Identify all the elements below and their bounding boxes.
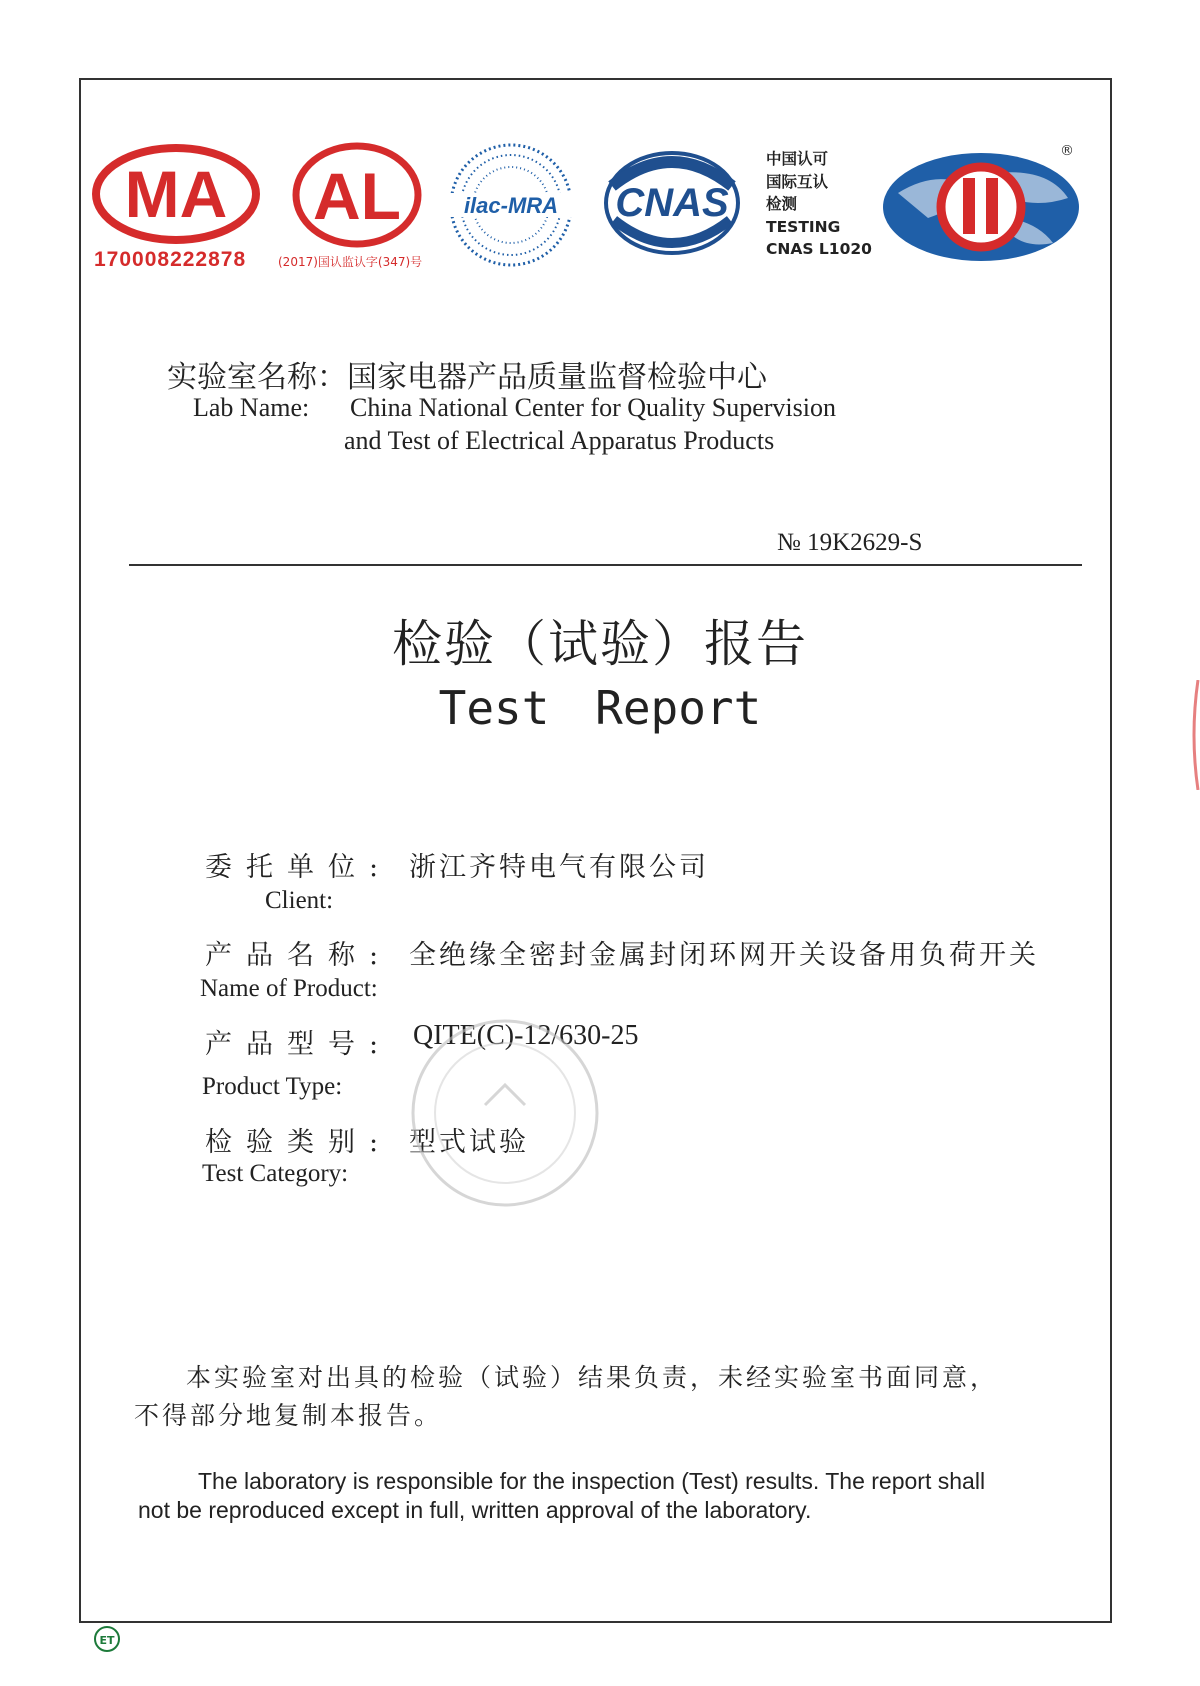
category-cn-label: 检验类别: bbox=[205, 1127, 393, 1158]
svg-text:AL: AL bbox=[313, 159, 401, 233]
cnas-line-5: CNAS L1020 bbox=[766, 240, 872, 258]
cq-globe-logo bbox=[878, 148, 1084, 266]
type-en-label: Product Type: bbox=[202, 1073, 343, 1100]
product-type-value: QITE(C)-12/630-25 bbox=[413, 1020, 639, 1051]
title-cn: 检验（试验）报告 bbox=[392, 615, 808, 673]
inspection-seal bbox=[405, 1005, 615, 1230]
product-name-value: 全绝缘全密封金属封闭环网开关设备用负荷开关 bbox=[409, 940, 1039, 971]
cnas-logo bbox=[598, 148, 746, 258]
et-mark-icon: ET bbox=[94, 1626, 120, 1652]
notice-cn-line1: 本实验室对出具的检验（试验）结果负责，未经实验室书面同意， bbox=[186, 1363, 999, 1392]
product-cn-label: 产品名称: bbox=[205, 940, 393, 971]
svg-text:ilac-MRA: ilac-MRA bbox=[463, 193, 559, 218]
lab-name-cn: 实验室名称：国家电器产品质量监督检验中心 bbox=[167, 360, 767, 395]
cal-caption: (2017)国认监认字(347)号 bbox=[278, 255, 423, 269]
lab-name-en-label: Lab Name: bbox=[193, 393, 310, 422]
cnas-line-2: 国际互认 bbox=[766, 172, 829, 191]
cma-number: 170008222878 bbox=[94, 248, 247, 271]
client-en-label: Client: bbox=[265, 887, 334, 914]
test-category-value: 型式试验 bbox=[409, 1127, 529, 1158]
product-en-label: Name of Product: bbox=[200, 975, 378, 1002]
title-en: Test Report bbox=[438, 681, 762, 735]
client-cn-label: 委托单位: bbox=[205, 852, 393, 883]
registered-mark: ® bbox=[1060, 143, 1074, 159]
category-en-label: Test Category: bbox=[202, 1160, 349, 1187]
cnas-line-4: TESTING bbox=[766, 217, 841, 236]
svg-text:MA: MA bbox=[124, 157, 228, 231]
svg-text:CNAS: CNAS bbox=[615, 181, 729, 225]
cnas-line-3: 检测 bbox=[766, 195, 798, 213]
lab-name-en-line1: China National Center for Quality Supervision bbox=[350, 393, 836, 422]
notice-cn-line2: 不得部分地复制本报告。 bbox=[134, 1401, 443, 1430]
edge-seal-mark bbox=[1190, 680, 1200, 790]
lab-name-en-line2: and Test of Electrical Apparatus Products bbox=[344, 426, 775, 455]
cma-logo bbox=[92, 143, 260, 245]
type-cn-label: 产品型号: bbox=[205, 1029, 393, 1060]
ilac-mra-logo bbox=[447, 141, 575, 269]
client-value: 浙江齐特电气有限公司 bbox=[409, 852, 709, 883]
divider-line bbox=[129, 564, 1082, 566]
notice-en-line2: not be reproduced except in full, written approval of the laboratory. bbox=[138, 1497, 812, 1523]
notice-en-line1: The laboratory is responsible for the inspection (Test) results. The report shall bbox=[198, 1468, 986, 1494]
report-number: № 19K2629-S bbox=[777, 529, 923, 556]
cnas-accreditation-text bbox=[766, 148, 872, 261]
cnas-line-1: 中国认可 bbox=[766, 150, 829, 168]
cal-logo bbox=[291, 141, 424, 249]
